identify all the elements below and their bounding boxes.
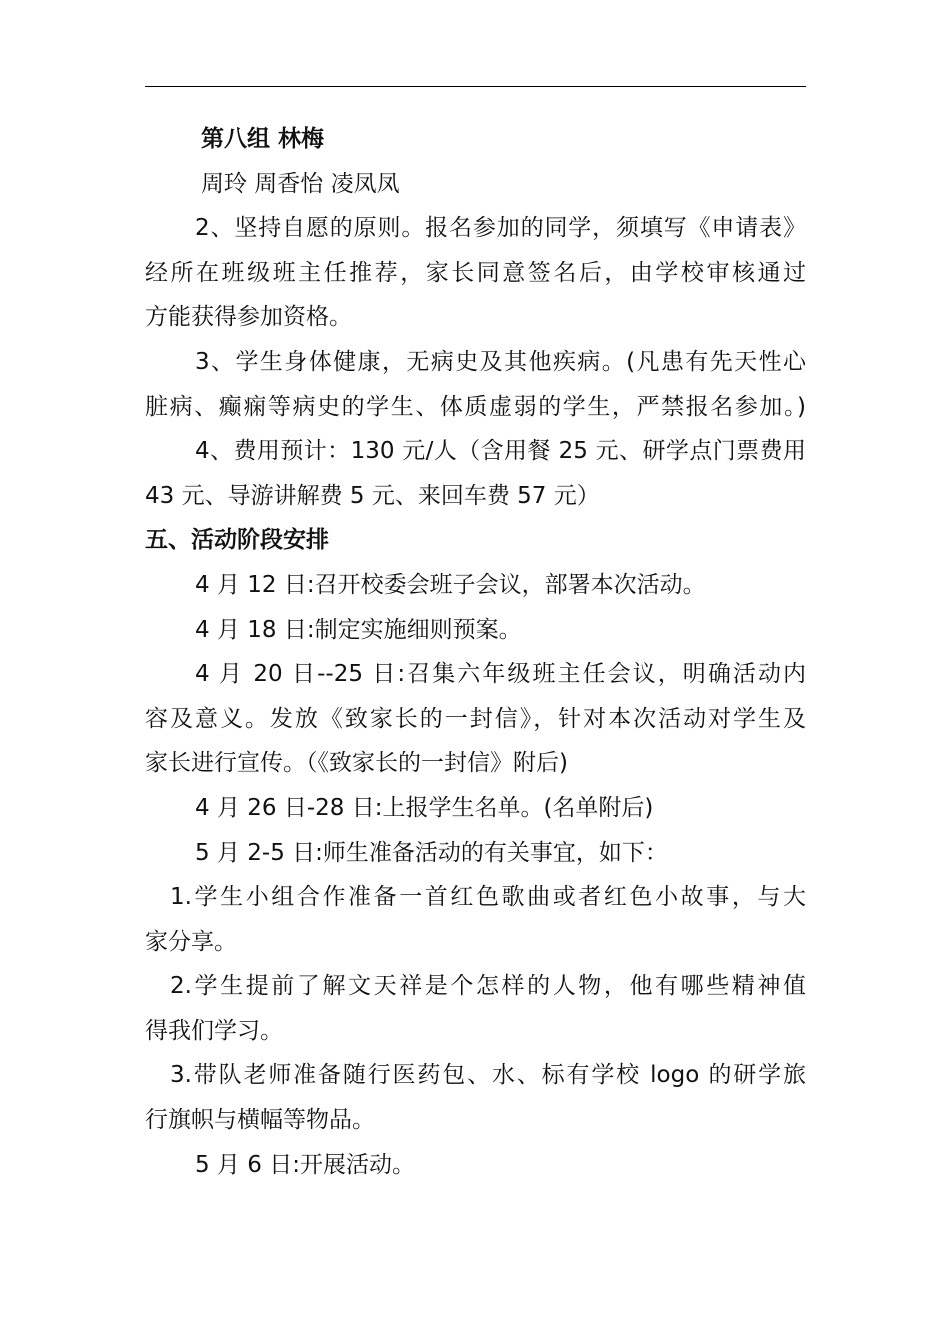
group-members: 周玲 周香怡 凌凤凤	[201, 170, 400, 197]
section-heading: 五、活动阶段安排	[145, 527, 329, 554]
list-item: 1.学生小组合作准备一首红色歌曲或者红色小故事，与大	[170, 884, 806, 911]
group-heading: 第八组 林梅	[201, 126, 325, 152]
list-item: 得我们学习。	[145, 1017, 283, 1044]
schedule-item: 4 月 26 日-28 日:上报学生名单。(名单附后)	[195, 794, 654, 821]
paragraph-line: 43 元、导游讲解费 5 元、来回车费 57 元）	[145, 482, 600, 509]
schedule-item: 4 月 20 日--25 日:召集六年级班主任会议，明确活动内	[195, 661, 806, 688]
schedule-item: 4 月 18 日:制定实施细则预案。	[195, 616, 522, 643]
paragraph-line: 经所在班级班主任推荐，家长同意签名后，由学校审核通过	[145, 259, 806, 286]
paragraph-line: 4、费用预计：130 元/人（含用餐 25 元、研学点门票费用	[195, 438, 806, 465]
paragraph-line: 方能获得参加资格。	[145, 304, 352, 331]
document-body	[145, 117, 806, 1187]
schedule-item: 家长进行宣传。（《致家长的一封信》附后)	[145, 750, 568, 777]
header-rule	[145, 86, 806, 87]
paragraph-line: 2、坚持自愿的原则。报名参加的同学，须填写《申请表》	[195, 215, 806, 242]
list-item: 2.学生提前了解文天祥是个怎样的人物，他有哪些精神值	[170, 973, 806, 1000]
list-item: 家分享。	[145, 928, 237, 955]
schedule-item: 4 月 12 日:召开校委会班子会议，部署本次活动。	[195, 571, 706, 598]
schedule-item: 5 月 6 日:开展活动。	[195, 1151, 415, 1178]
schedule-item: 5 月 2-5 日:师生准备活动的有关事宜，如下：	[195, 839, 668, 866]
paragraph-line: 3、学生身体健康，无病史及其他疾病。(凡患有先天性心	[195, 348, 806, 375]
list-item: 行旗帜与横幅等物品。	[145, 1107, 375, 1134]
schedule-item: 容及意义。发放《致家长的一封信》，针对本次活动对学生及	[145, 705, 806, 732]
paragraph-line: 脏病、癫痫等病史的学生、体质虚弱的学生，严禁报名参加。)	[145, 393, 806, 420]
list-item: 3.带队老师准备随行医药包、水、标有学校 logo 的研学旅	[170, 1062, 806, 1089]
